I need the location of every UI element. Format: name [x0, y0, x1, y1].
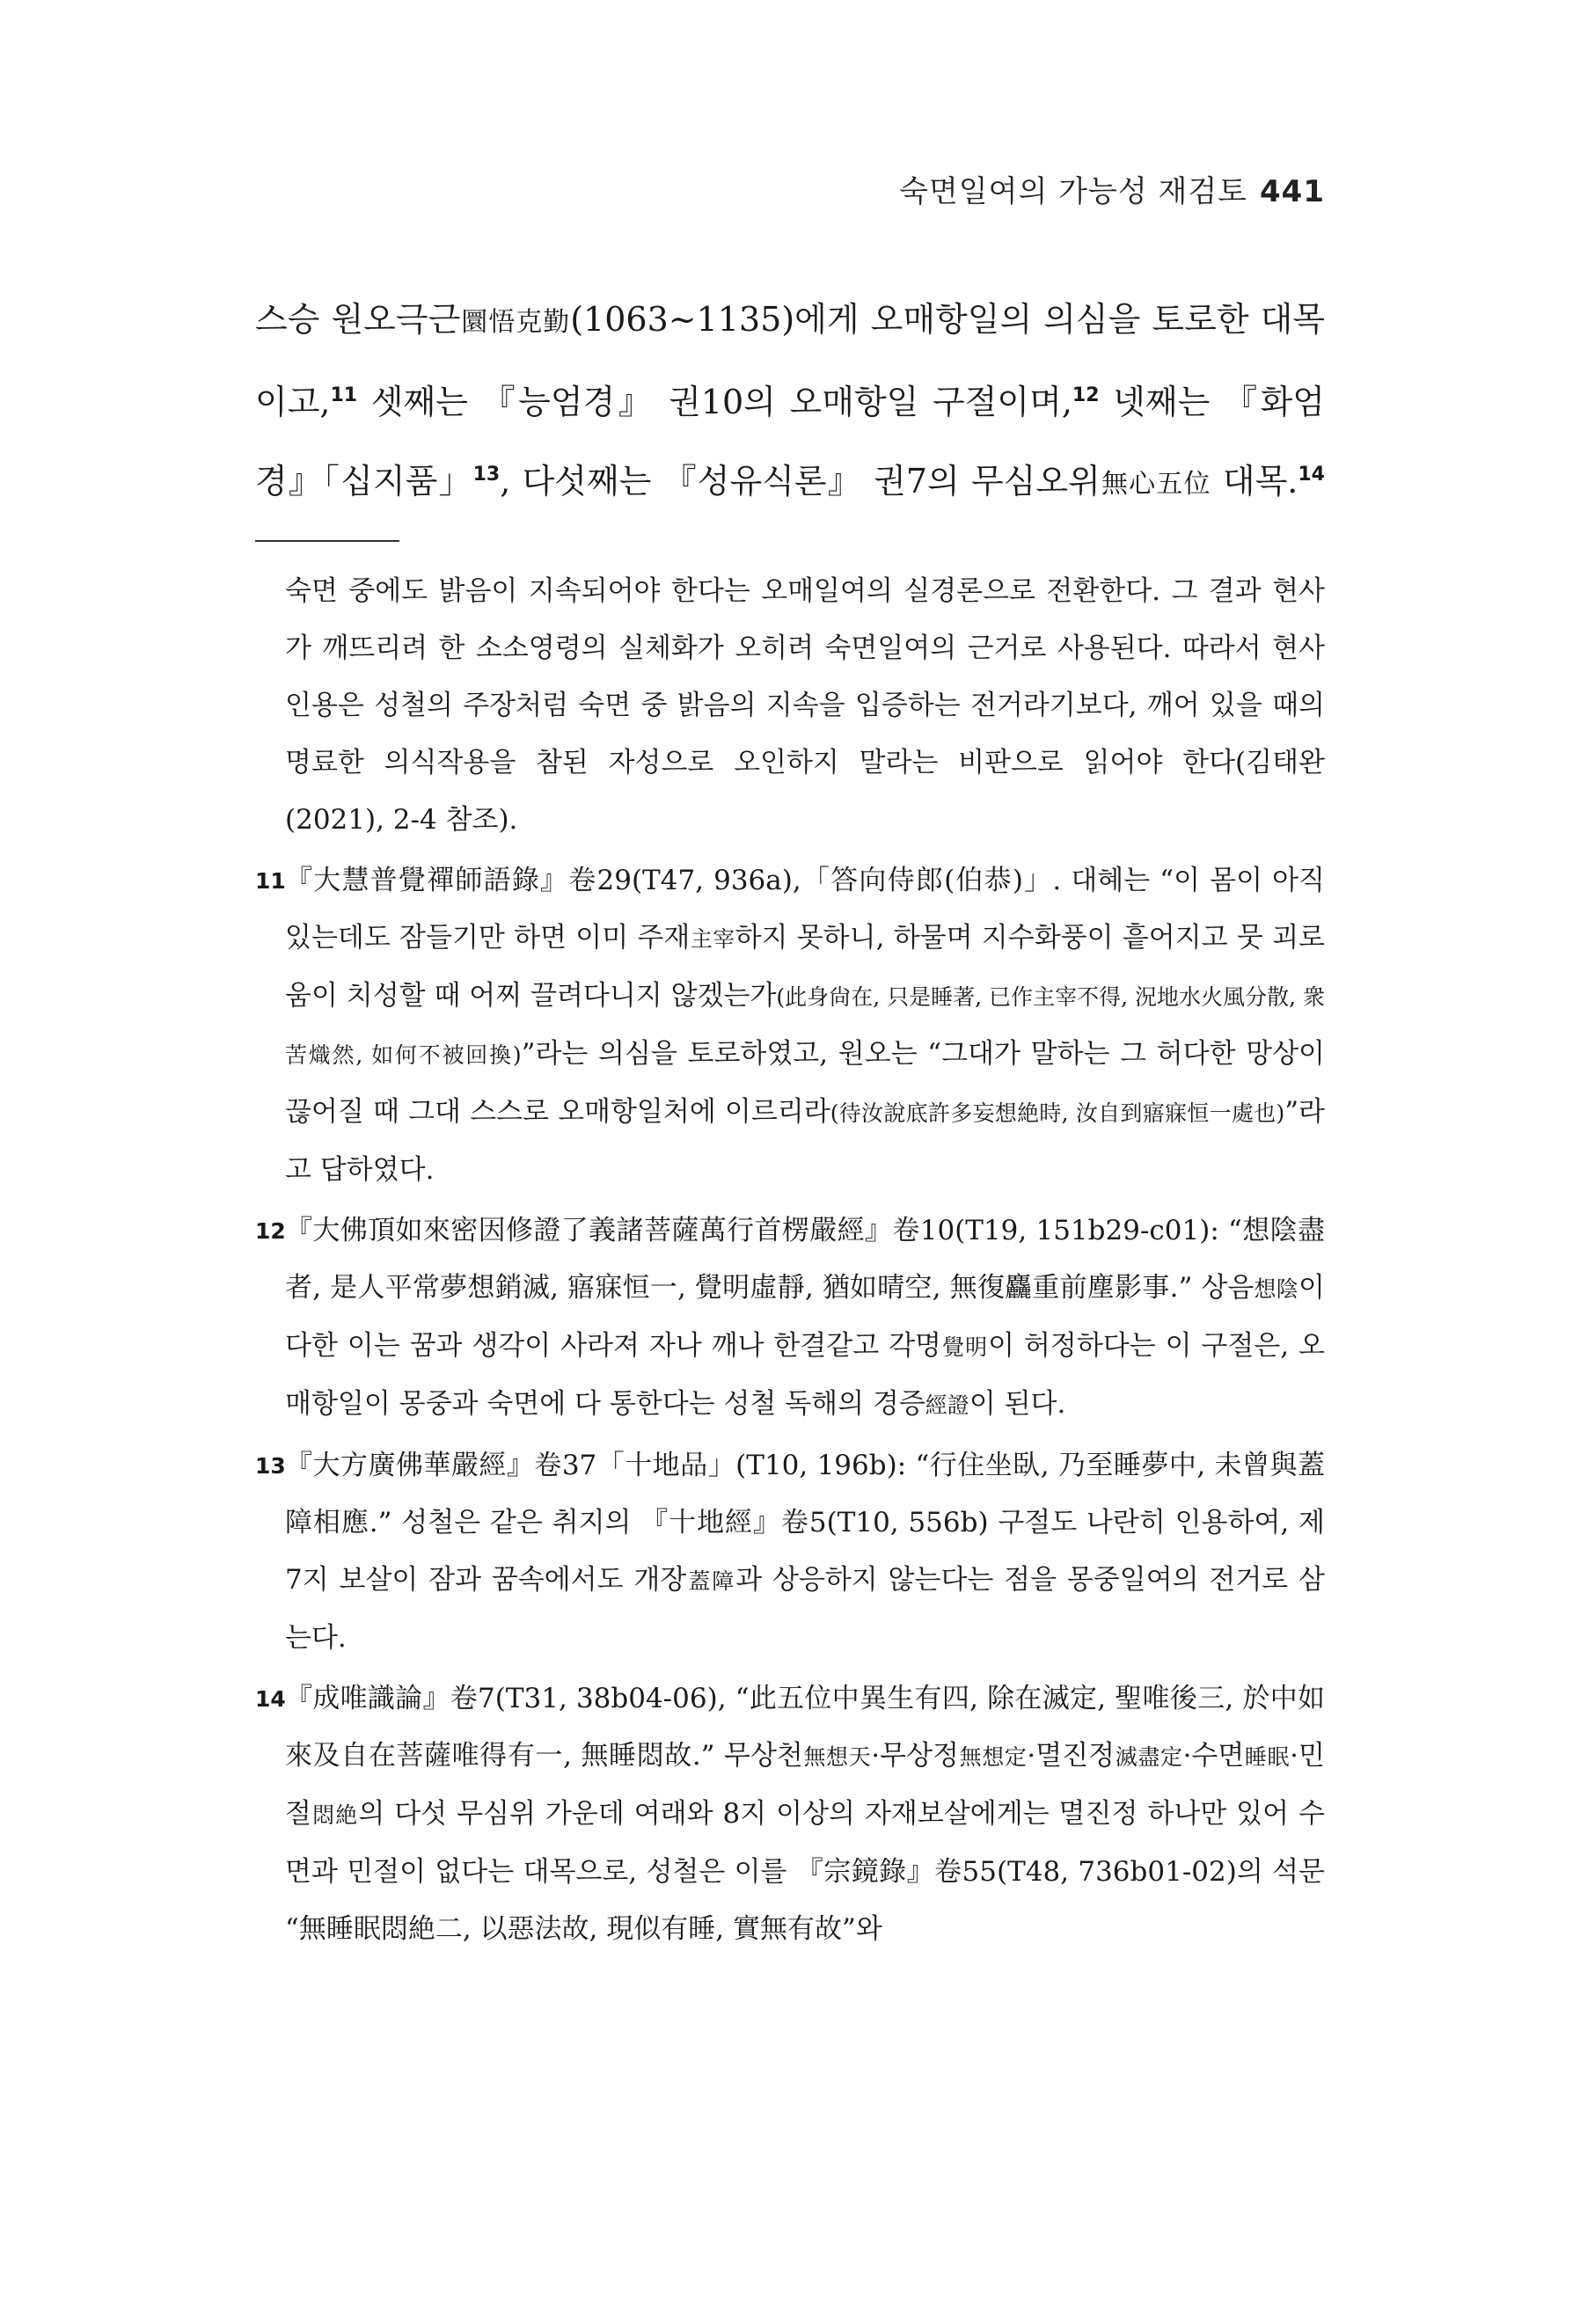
page-number: 441: [1260, 174, 1325, 209]
footnote-hanja: 想陰: [1254, 1276, 1299, 1302]
body-text-run: 스승 원오극근: [255, 300, 461, 339]
footnote-13: [255, 1437, 1325, 1667]
footnote-11: [255, 852, 1325, 1199]
footnote-text: ·수면: [1182, 1740, 1245, 1772]
footnote-text: ”라는 의심을 토로하였고, 원오는 “그대가 말하는 그 허다한 망상이 끊어질 때 그대 스스로 오매항일처에 이르리라: [285, 1038, 1325, 1128]
footnote-ref-14[interactable]: 14: [1298, 464, 1325, 486]
footnote-hanja: 悶絶: [311, 1802, 359, 1828]
body-text-run: 셋째는 『능엄경』 권10의 오매항일 구절이며,: [357, 383, 1072, 421]
body-text-run: 넷째는 『화엄경』「십지품」: [255, 383, 1325, 501]
footnote-text: 이 허정하다는 이 구절은, 오매항일이 몽중과 숙면에 다 통한다는 성철 독해의 경증: [285, 1330, 1325, 1420]
footnote-text: 하지 못하니, 하물며 지수화풍이 흩어지고 뭇 괴로움이 치성할 때 어찌 끌려다니지 않겠는가: [285, 922, 1325, 1012]
footnote-text: 과 상응하지 않는다는 점을 몽중일여의 전거로 삼는다.: [285, 1564, 1325, 1654]
footnote-separator: [255, 540, 399, 542]
footnote-12: [255, 1202, 1325, 1434]
footnote-text: 의 다섯 무심위 가운데 여래와 8지 이상의 자재보살에게는 멸진정 하나만 있어 수면과 민절이 없다는 대목으로, 성철은 이를 『宗鏡錄』卷55(T48, 736b01-02)의 석문 “無睡眠悶絶二, 以惡法故, 現似有睡, 實無有故”와: [285, 1798, 1325, 1945]
running-title: 숙면일여의 가능성 재검토: [899, 174, 1248, 209]
footnote-number: 12: [255, 1218, 286, 1244]
footnote-text: ·민절: [285, 1740, 1325, 1830]
footnote-text: ·무상정: [871, 1740, 959, 1772]
footnote-hanja: 無想天: [802, 1744, 872, 1770]
footnote-hanja: 無想定: [958, 1744, 1028, 1770]
body-hanja: 無心五位: [1100, 469, 1211, 500]
footnote-text: 『成唯識論』卷7(T31, 38b04-06), “此五位中異生有四, 除在滅定, 聖唯後三, 於中如來及自在菩薩唯得有一, 無睡悶故.” 무상천: [285, 1683, 1325, 1772]
footnote-hanja: 覺明: [940, 1334, 989, 1360]
footnote-text: 이 된다.: [969, 1388, 1066, 1420]
footnote-14: [255, 1670, 1325, 1958]
footnote-hanja: 滅盡定: [1115, 1744, 1183, 1770]
body-text-run: 대목.: [1211, 462, 1298, 501]
body-text-run: (1063~1135)에게 오매항일의 의심을 토로한 대목이고,: [255, 300, 1326, 421]
footnote-hanja: 蓋障: [686, 1568, 736, 1594]
footnote-hanja: (此身尙在, 只是睡著, 已作主宰不得, 況地水火風分散, 衆苦熾然, 如何不被回換): [285, 984, 1325, 1068]
footnote-text: ”라고 답하였다.: [285, 1096, 1325, 1186]
footnote-ref-11[interactable]: 11: [330, 384, 358, 406]
footnote-text: ·멸진정: [1027, 1740, 1116, 1772]
footnote-number: 14: [255, 1686, 286, 1712]
footnote-text: 이 다한 이는 꿈과 생각이 사라져 자나 깨나 한결같고 각명: [285, 1272, 1325, 1362]
footnote-ref-13[interactable]: 13: [472, 464, 501, 486]
footnote-number: 11: [255, 868, 286, 894]
footnote-hanja: 經證: [925, 1392, 969, 1418]
footnote-text: 『大佛頂如來密因修證了義諸菩薩萬行首楞嚴經』卷10(T19, 151b29-c01): “想陰盡者, 是人平常夢想銷滅, 寤寐恒一, 覺明虛靜, 猶如晴空, 無復麤重前塵影事.” 상음: [285, 1215, 1325, 1304]
footnote-ref-12[interactable]: 12: [1072, 384, 1100, 406]
footnotes: [255, 563, 1325, 1958]
footnote-number: 13: [255, 1453, 286, 1479]
body-hanja: 圜悟克勤: [460, 307, 571, 338]
footnote-text: 『大慧普覺禪師語錄』卷29(T47, 936a),「答向侍郎(伯恭)」. 대혜는 “이 몸이 아직 있는데도 잠들기만 하면 이미 주재: [285, 865, 1325, 954]
footnote-continuation: 숙면 중에도 밝음이 지속되어야 한다는 오매일여의 실경론으로 전환한다. 그 결과 현사가 깨뜨리려 한 소소영령의 실체화가 오히려 숙면일여의 근거로 사용된다. 따라서 현사 인용은 성철의 주장처럼 숙면 중 밝음의 지속을 입증하는 전거라기보다, 깨어 있을 때의 명료한 의식작용을 참된 자성으로 오인하지 말라는 비판으로 읽어야 한다(김태완(2021), 2-4 참조).: [285, 575, 1325, 836]
footnote-hanja: (待汝說底許多妄想絶時, 汝自到寤寐恒一處也): [830, 1100, 1285, 1126]
footnote-hanja: 主宰: [690, 926, 735, 952]
running-head: [899, 167, 1325, 210]
footnote-hanja: 睡眠: [1244, 1744, 1291, 1770]
body-text-run: , 다섯째는 『성유식론』 권7의 무심오위: [500, 462, 1101, 501]
body-paragraph: [255, 280, 1325, 524]
footnote-text: 『大方廣佛華嚴經』卷37「十地品」(T10, 196b): “行住坐臥, 乃至睡夢中, 未曾與蓋障相應.” 성철은 같은 취지의 『十地經』卷5(T10, 556b) 구절도 나란히 인용하여, 제7지 보살이 잠과 꿈속에서도 개장: [285, 1450, 1325, 1596]
